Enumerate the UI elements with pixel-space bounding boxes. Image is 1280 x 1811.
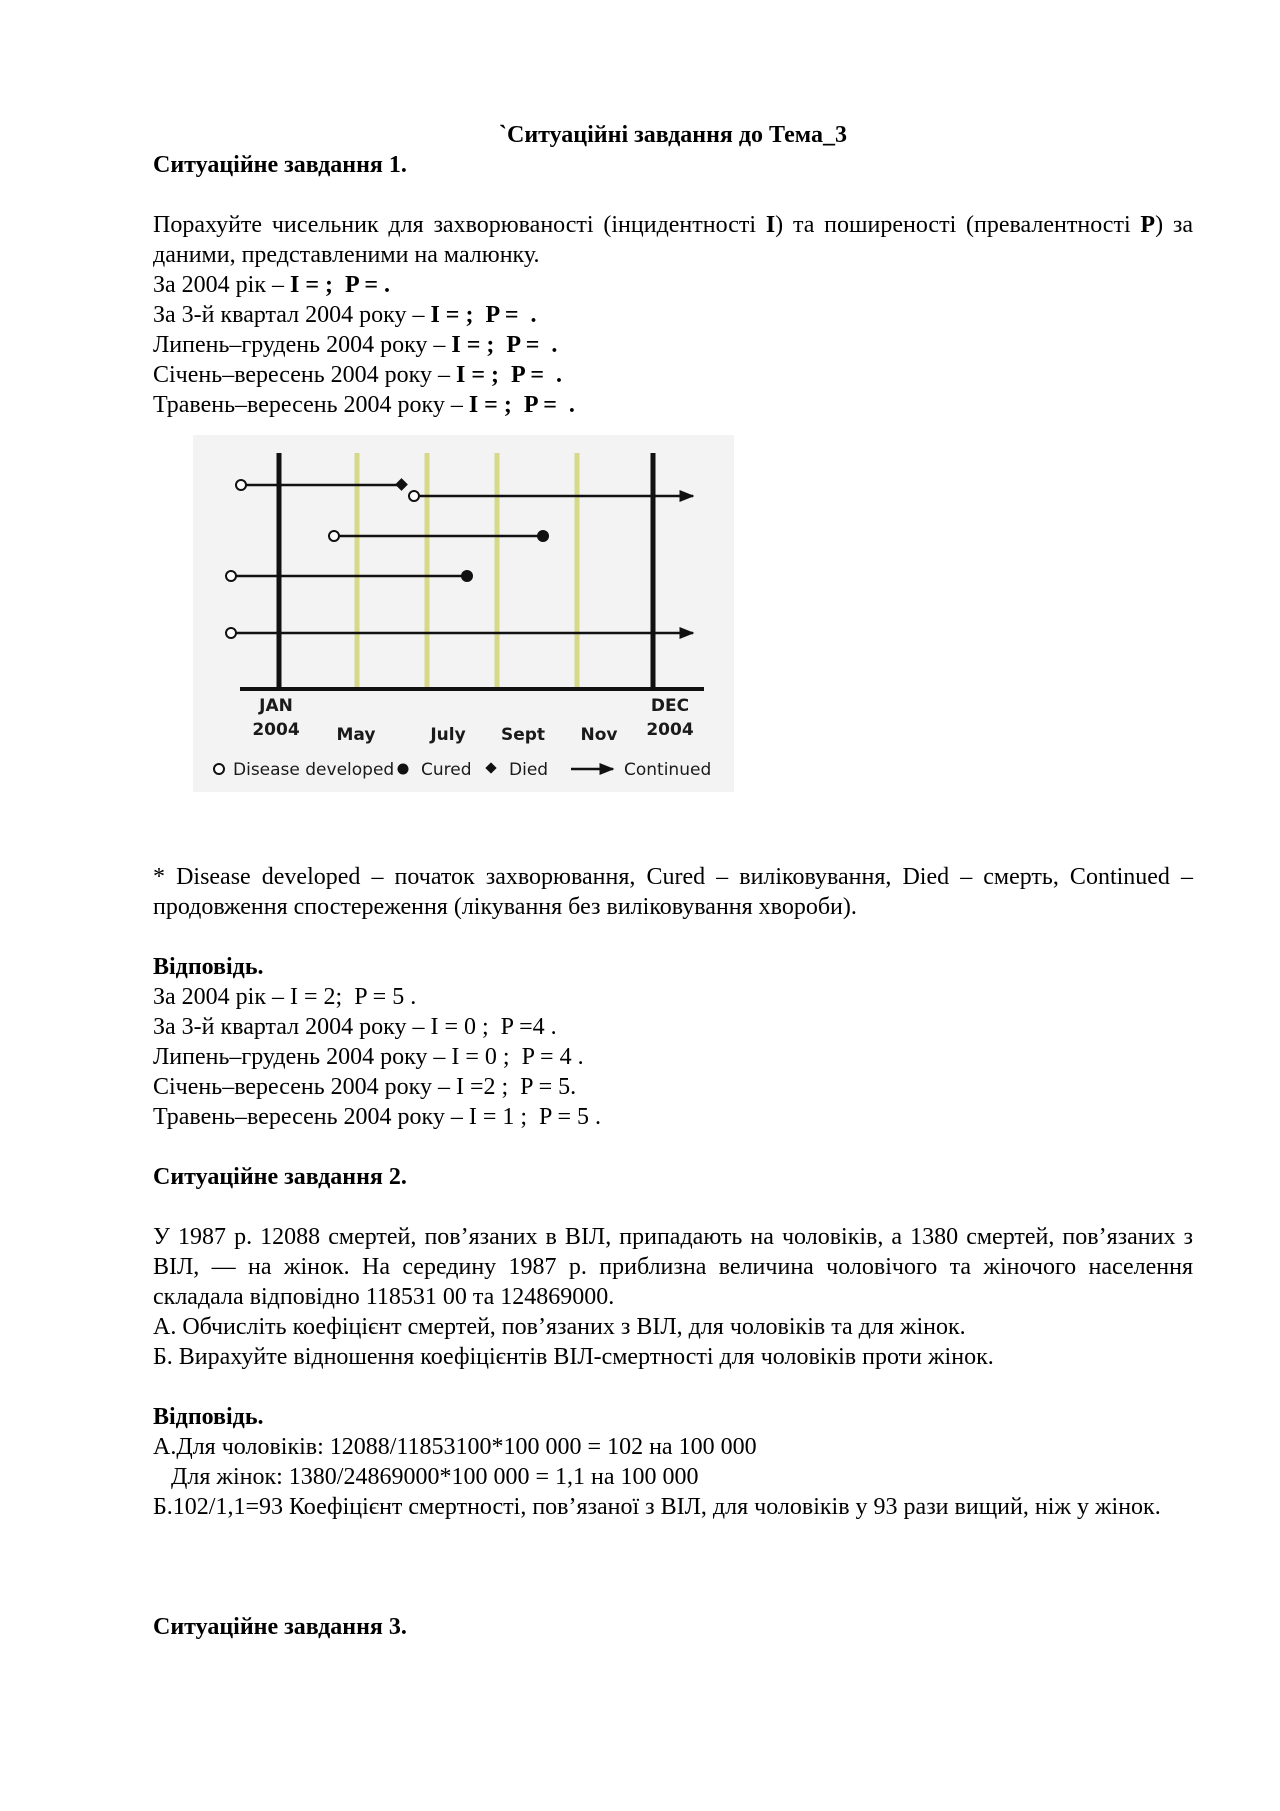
disease-developed-marker [226,628,236,638]
axis-label-jan: JAN [259,696,293,716]
task2-item-b: Б. Вирахуйте відношення коефіцієнтів ВІЛ-смертності для чоловіків проти жінок. [153,1344,994,1370]
task2-answer-b: Б.102/1,1=93 Коефіцієнт смертності, пов’язаної з ВІЛ, для чоловіків у 93 рази вищий, ніж у жінок. [153,1494,1161,1520]
question-line: За 2004 рік – I = ; P = . [153,272,391,298]
axis-label-dec: DEC [650,696,690,716]
figure-block [153,420,1193,862]
task3-heading: Ситуаційне завдання 3. [153,1614,407,1640]
disease-developed-marker [236,480,246,490]
document-title: `Ситуаційні завдання до Тема_3 [499,122,847,148]
axis-label-jan-year: 2004 [252,720,300,740]
legend-died-icon [485,762,496,773]
axis-label-may: May [336,725,376,745]
question-line: Січень–вересень 2004 року – I = ; P = . [153,362,563,388]
axis-label-dec-year: 2004 [646,720,694,740]
axis-label-nov: Nov [580,725,618,745]
answer-line: Травень–вересень 2004 року – I = 1 ; P = 5 . [153,1104,602,1130]
legend-cured-icon [398,764,409,775]
disease-developed-marker [226,571,236,581]
legend-developed-icon [214,764,224,774]
task1-heading: Ситуаційне завдання 1. [153,152,407,178]
task2-answer-a-women: Для жінок: 1380/24869000*100 000 = 1,1 на 100 000 [153,1464,699,1490]
answer-line: Січень–вересень 2004 року – I =2 ; P = 5. [153,1074,577,1100]
question-line: Травень–вересень 2004 року – I = ; P = . [153,392,575,418]
disease-timeline-figure [193,435,734,792]
answer-line: Липень–грудень 2004 року – I = 0 ; P = 4 . [153,1044,584,1070]
answer-line: За 3-й квартал 2004 року – I = 0 ; P =4 . [153,1014,557,1040]
axis-label-july: July [430,725,466,745]
legend-died-label: Died [509,760,549,780]
disease-developed-marker [329,531,339,541]
legend-continued-label: Continued [624,760,712,780]
axis-label-sept: Sept [500,725,546,745]
task2-heading: Ситуаційне завдання 2. [153,1164,407,1190]
cured-marker [537,530,549,542]
question-line: Липень–грудень 2004 року – I = ; P = . [153,332,558,358]
task1-answer-heading: Відповідь. [153,954,264,980]
task2-answer-heading: Відповідь. [153,1404,264,1430]
document-page [153,120,1193,1642]
legend-developed-label: Disease developed [233,760,395,780]
task2-text: У 1987 р. 12088 смертей, пов’язаних в ВІЛ, припадають на чоловіків, а 1380 смертей, пов’язаних з ВІЛ, — на жінок. На середину 1987 р. приблизна величина чоловічого та жіночого населення складала відповідно 118531 00 та 124869000. [153,1224,1193,1310]
timeline-svg [193,435,734,792]
question-line: За 3-й квартал 2004 року – I = ; P = . [153,302,537,328]
legend-cured-label: Cured [421,760,472,780]
died-marker [395,478,408,491]
task2-item-a: А. Обчисліть коефіцієнт смертей, пов’язаних з ВІЛ, для чоловіків та для жінок. [153,1314,966,1340]
disease-developed-marker [409,491,419,501]
task2-answer-a-men: А.Для чоловіків: 12088/11853100*100 000 = 102 на 100 000 [153,1434,757,1460]
cured-marker [461,570,473,582]
figure-note: * Disease developed – початок захворювання, Cured – виліковування, Died – смерть, Continued – продовження спостереження (лікування без виліковування хвороби). [153,864,1193,920]
task1-intro: Порахуйте чисельник для захворюваності (інцидентності I) та поширеності (превалентності P) за даними, представленими на малюнку. [153,212,1193,268]
answer-line: За 2004 рік – I = 2; P = 5 . [153,984,417,1010]
